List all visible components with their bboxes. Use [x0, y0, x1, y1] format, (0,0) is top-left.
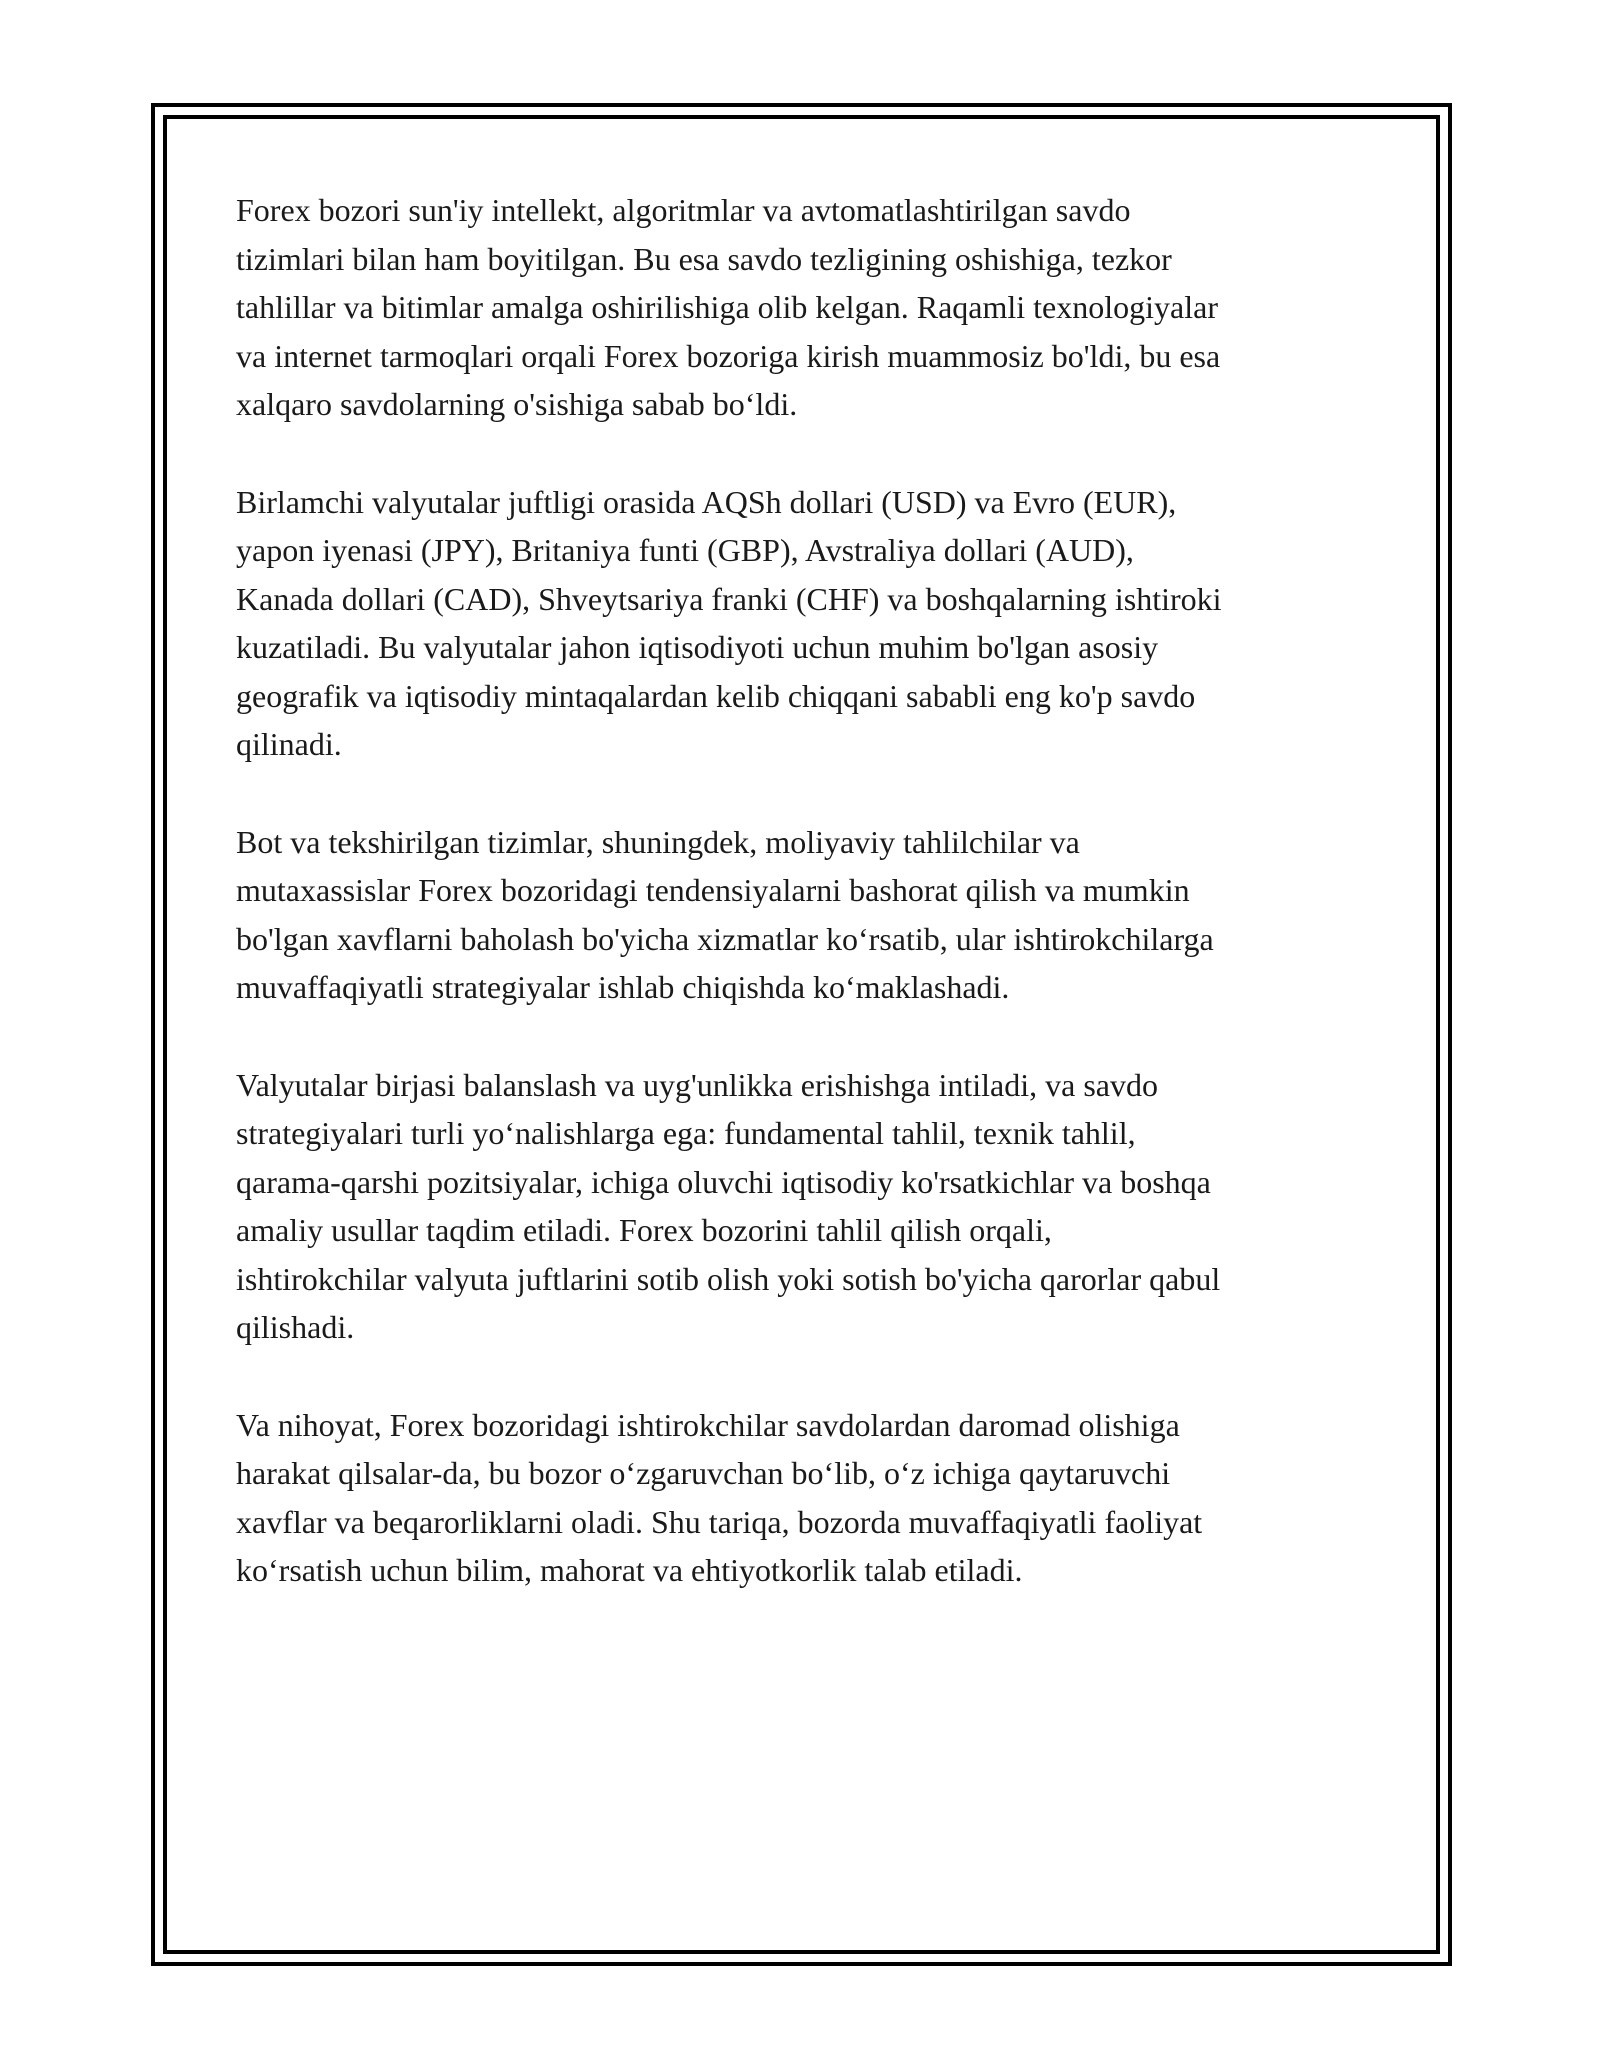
paragraph-line: harakat qilsalar-da, bu bozor o‘zgaruvchan bo‘lib, o‘z ichiga qaytaruvchi: [236, 1455, 1171, 1491]
paragraph-line: Va nihoyat, Forex bozoridagi ishtirokchilar savdolardan daromad olishiga: [236, 1406, 1180, 1443]
paragraph-5: [236, 1401, 1386, 1595]
paragraph-line: mutaxassislar Forex bozoridagi tendensiyalarni bashorat qilish va mumkin: [236, 872, 1190, 908]
paragraph-line: qilinadi.: [236, 726, 342, 762]
paragraph-1: [236, 186, 1386, 429]
paragraph-line: Valyutalar birjasi balanslash va uyg'unlikka erishishga intiladi, va savdo: [236, 1066, 1158, 1103]
paragraph-line: tahlillar va bitimlar amalga oshirilishiga olib kelgan. Raqamli texnologiyalar: [236, 289, 1218, 325]
paragraph-2: [236, 478, 1386, 769]
paragraph-line: xalqaro savdolarning o'sishiga sabab bo‘ldi.: [236, 386, 798, 422]
paragraph-line: amaliy usullar taqdim etiladi. Forex bozorini tahlil qilish orqali,: [236, 1212, 1052, 1248]
paragraph-line: va internet tarmoqlari orqali Forex bozoriga kirish muammosiz bo'ldi, bu esa: [236, 337, 1221, 374]
paragraph-line: geografik va iqtisodiy mintaqalardan kelib chiqqani sababli eng ko'p savdo: [236, 677, 1196, 714]
paragraph-line: Bot va tekshirilgan tizimlar, shuningdek, moliyaviy tahlilchilar va: [236, 823, 1080, 860]
paragraph-line: yapon iyenasi (JPY), Britaniya funti (GBP), Avstraliya dollari (AUD),: [236, 532, 1134, 568]
paragraph-line: qilishadi.: [236, 1309, 355, 1345]
paragraph-line: Birlamchi valyutalar juftligi orasida AQSh dollari (USD) va Evro (EUR),: [236, 483, 1177, 520]
paragraph-line: ko‘rsatish uchun bilim, mahorat va ehtiyotkorlik talab etiladi.: [236, 1552, 1023, 1588]
document-body: [236, 186, 1386, 1644]
paragraph-3: [236, 818, 1386, 1012]
paragraph-line: bo'lgan xavflarni baholash bo'yicha xizmatlar ko‘rsatib, ular ishtirokchilarga: [236, 920, 1214, 957]
paragraph-line: qarama-qarshi pozitsiyalar, ichiga oluvchi iqtisodiy ko'rsatkichlar va boshqa: [236, 1163, 1211, 1200]
paragraph-line: strategiyalari turli yo‘nalishlarga ega: fundamental tahlil, texnik tahlil,: [236, 1115, 1136, 1151]
paragraph-line: Kanada dollari (CAD), Shveytsariya franki (CHF) va boshqalarning ishtiroki: [236, 580, 1222, 617]
paragraph-line: xavflar va beqarorliklarni oladi. Shu tariqa, bozorda muvaffaqiyatli faoliyat: [236, 1503, 1203, 1540]
paragraph-4: [236, 1061, 1386, 1352]
paragraph-line: Forex bozori sun'iy intellekt, algoritmlar va avtomatlashtirilgan savdo: [236, 192, 1131, 228]
paragraph-line: muvaffaqiyatli strategiyalar ishlab chiqishda ko‘maklashadi.: [236, 969, 1010, 1005]
paragraph-line: tizimlari bilan ham boyitilgan. Bu esa savdo tezligining oshishiga, tezkor: [236, 240, 1172, 277]
paragraph-line: ishtirokchilar valyuta juftlarini sotib olish yoki sotish bo'yicha qarorlar qabul: [236, 1260, 1221, 1297]
paragraph-line: kuzatiladi. Bu valyutalar jahon iqtisodiyoti uchun muhim bo'lgan asosiy: [236, 629, 1159, 665]
